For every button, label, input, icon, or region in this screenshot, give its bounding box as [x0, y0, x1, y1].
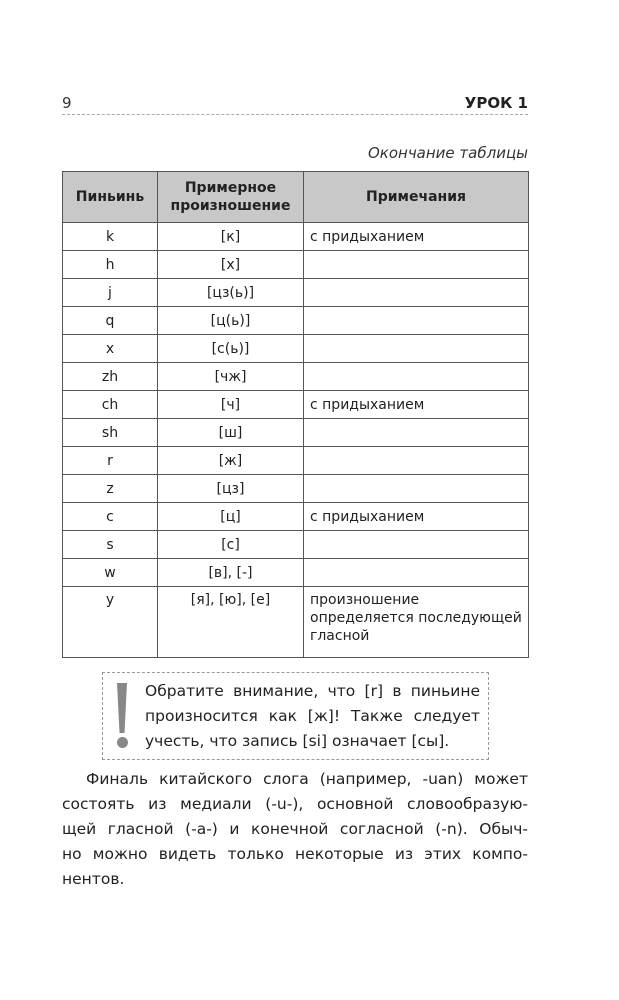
table-cell: произношение определяется последующей гласной	[304, 587, 529, 658]
table-caption: Окончание таблицы	[367, 144, 528, 162]
table-row	[63, 531, 529, 559]
exclamation-icon	[117, 683, 127, 733]
table-cell: r	[63, 447, 158, 475]
table-cell	[304, 307, 529, 335]
table-cell: с придыханием	[304, 391, 529, 419]
table-cell: [ж]	[158, 447, 304, 475]
table-cell: [чж]	[158, 363, 304, 391]
table-cell	[304, 531, 529, 559]
table-row	[63, 475, 529, 503]
table-row	[63, 363, 529, 391]
table-cell	[304, 279, 529, 307]
body-paragraph	[62, 767, 528, 892]
table-cell: sh	[63, 419, 158, 447]
table-row	[63, 223, 529, 251]
table-cell	[304, 363, 529, 391]
table-row	[63, 391, 529, 419]
table-row	[63, 335, 529, 363]
table-row	[63, 559, 529, 587]
table-cell: [к]	[158, 223, 304, 251]
table-cell: x	[63, 335, 158, 363]
table-cell: s	[63, 531, 158, 559]
table-cell	[304, 251, 529, 279]
table-cell: ch	[63, 391, 158, 419]
page-number: 9	[62, 94, 72, 112]
text-line: щей гласной (-a-) и конечной согласной (-n). Обыч-	[62, 820, 528, 838]
table-cell: [цз]	[158, 475, 304, 503]
table-cell: j	[63, 279, 158, 307]
table-cell: [ц(ь)]	[158, 307, 304, 335]
table-cell	[304, 335, 529, 363]
table-cell	[304, 447, 529, 475]
table-row	[63, 587, 529, 658]
table-cell: q	[63, 307, 158, 335]
column-header: Пиньинь	[63, 172, 158, 223]
table-cell: c	[63, 503, 158, 531]
table-cell: h	[63, 251, 158, 279]
table-cell	[304, 559, 529, 587]
text-line: Финаль китайского слога (например, -uan) может	[86, 770, 528, 788]
table-cell: с придыханием	[304, 223, 529, 251]
note-line: учесть, что запись [si] означает [сы].	[145, 732, 450, 750]
table-cell: [ш]	[158, 419, 304, 447]
table-row	[63, 503, 529, 531]
table-cell: zh	[63, 363, 158, 391]
running-header	[62, 94, 528, 115]
table-row	[63, 307, 529, 335]
text-line: нентов.	[62, 870, 125, 888]
table-cell: [цз(ь)]	[158, 279, 304, 307]
table-cell: [ч]	[158, 391, 304, 419]
table-cell: [ц]	[158, 503, 304, 531]
chapter-title: УРОК 1	[464, 94, 528, 112]
text-line: но можно видеть только некоторые из этих компо-	[62, 845, 528, 863]
table-cell: [я], [ю], [е]	[158, 587, 304, 658]
table-row	[63, 419, 529, 447]
pinyin-table	[62, 171, 529, 658]
table-cell: [х]	[158, 251, 304, 279]
table-cell: z	[63, 475, 158, 503]
column-header: Примерное произношение	[158, 172, 304, 223]
text-line: состоять из медиали (-u-), основной словообразую-	[62, 795, 528, 813]
table-cell: [с(ь)]	[158, 335, 304, 363]
note-line: Обратите внимание, что [r] в пиньине	[145, 682, 480, 700]
table-row	[63, 279, 529, 307]
column-header: Примечания	[304, 172, 529, 223]
table-row	[63, 447, 529, 475]
note-line: произносится как [ж]! Также следует	[145, 707, 480, 725]
table-cell: [в], [-]	[158, 559, 304, 587]
table-cell: с придыханием	[304, 503, 529, 531]
table-cell: k	[63, 223, 158, 251]
table-cell: w	[63, 559, 158, 587]
table-cell: y	[63, 587, 158, 658]
table-cell	[304, 475, 529, 503]
table-cell: [с]	[158, 531, 304, 559]
exclamation-dot-icon	[117, 737, 128, 748]
table-cell	[304, 419, 529, 447]
attention-note	[102, 672, 489, 760]
table-row	[63, 251, 529, 279]
